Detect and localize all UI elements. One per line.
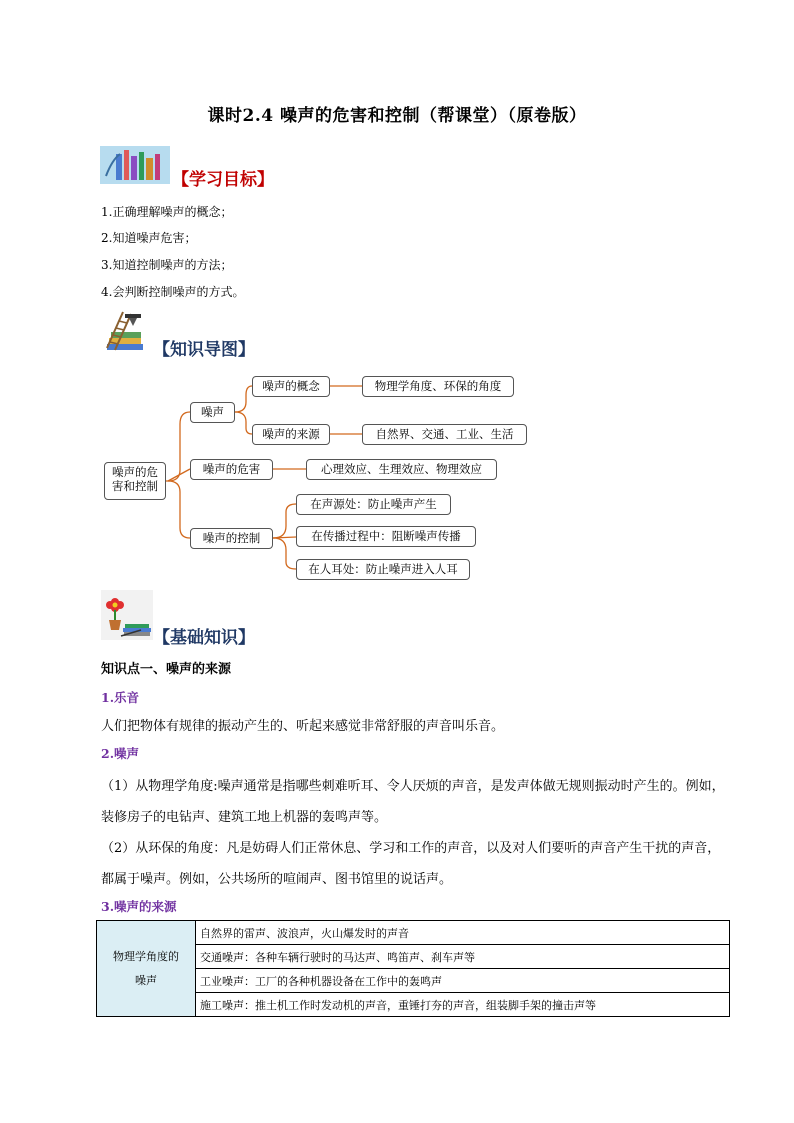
page-title: 课时2.4 噪声的危害和控制（帮课堂）（原卷版） [207,106,587,126]
table-row [97,921,730,945]
node-harm-detail: 心理效应、生理效应、物理效应 [306,459,497,480]
paragraph: 人们把物体有规律的振动产生的、听起来感觉非常舒服的声音叫乐音。 [101,719,505,734]
row-header-line: 噪声 [135,973,157,987]
paragraph: （1）从物理学角度:噪声通常是指哪些刺难听耳、令人厌烦的声音，是发声体做无规则振动时产生的。例如，装修房子的电钻声、建筑工地上机器的轰鸣声等。 [101,779,725,825]
node-noise-harm: 噪声的危害 [190,459,273,480]
mindmap-root-node [104,462,166,500]
flower-books-icon [101,590,153,640]
subsection-title: 2.噪声 [101,746,140,761]
root-line: 害和控制 [112,479,158,494]
row-header-line: 物理学角度的 [113,949,179,963]
node-noise-concept: 噪声的概念 [252,376,330,397]
objectives-heading: 【学习目标】 [172,170,274,190]
noise-source-table [96,920,730,1017]
table-cell: 自然界的雷声、波浪声，火山爆发时的声音 [196,921,730,945]
objective-item: 4.会判断控制噪声的方式。 [101,285,245,299]
node-control-item: 在人耳处：防止噪声进入人耳 [296,559,470,580]
objective-item: 1.正确理解噪声的概念； [101,205,233,219]
node-concept-detail: 物理学角度、环保的角度 [362,376,514,397]
node-noise-control: 噪声的控制 [190,528,273,549]
node-control-item: 在声源处：防止噪声产生 [296,494,451,515]
table-cell: 交通噪声：各种车辆行驶时的马达声、鸣笛声、刹车声等 [196,945,730,969]
subsection-title: 1.乐音 [101,690,140,705]
basics-heading: 【基础知识】 [153,628,255,648]
knowledge-point-title: 知识点一、噪声的来源 [101,662,232,677]
node-source-detail: 自然界、交通、工业、生活 [362,424,527,445]
node-control-item: 在传播过程中：阻断噪声传播 [296,526,476,547]
objective-item: 2.知道噪声危害； [101,231,197,245]
node-noise-source: 噪声的来源 [252,424,330,445]
paragraph: （2）从环保的角度：凡是妨碍人们正常休息、学习和工作的声音，以及对人们要听的声音产生干扰的声音，都属于噪声。例如，公共场所的喧闹声、图书馆里的说话声。 [101,841,721,887]
objective-item: 3.知道控制噪声的方法； [101,258,233,272]
mindmap-heading: 【知识导图】 [153,340,255,360]
subsection-title: 3.噪声的来源 [101,899,177,914]
table-cell: 施工噪声：推土机工作时发动机的声音，重锤打夯的声音，组装脚手架的撞击声等 [196,993,730,1017]
table-row-header [97,921,196,1017]
root-line: 噪声的危 [112,465,158,479]
table-cell: 工业噪声：工厂的各种机器设备在工作中的轰鸣声 [196,969,730,993]
node-noise: 噪声 [190,402,235,423]
